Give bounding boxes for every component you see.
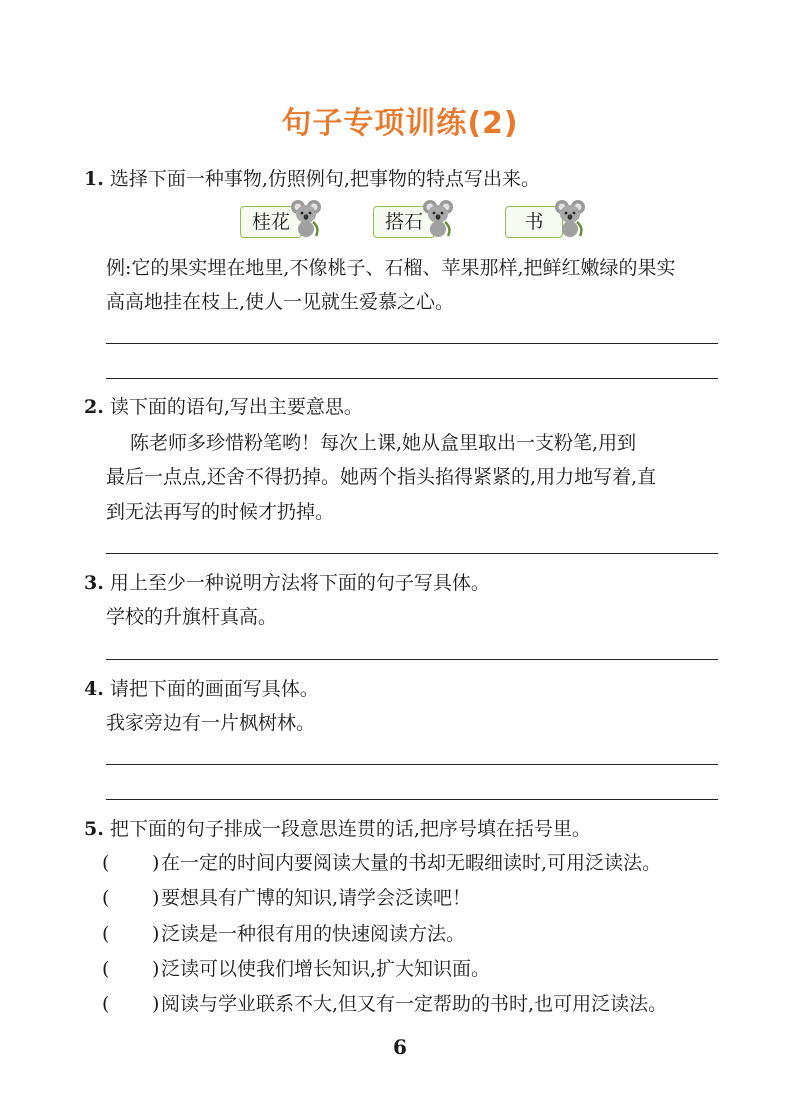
order-blank-close: ) — [152, 852, 160, 874]
ordering-item-text: 要想具有广博的知识,请学会泛读吧！ — [161, 887, 472, 909]
order-blank-open: ( — [102, 887, 110, 909]
order-blank-close: ) — [152, 887, 160, 909]
answer-line — [106, 764, 718, 765]
koala-icon — [421, 198, 455, 238]
option-tag-book: 书 — [505, 206, 563, 238]
question-2-prompt: 读下面的语句,写出主要意思。 — [109, 396, 363, 418]
passage-line-1: 陈老师多珍惜粉笔哟！每次上课,她从盒里取出一支粉笔,用到 — [130, 432, 637, 454]
answer-line — [106, 553, 718, 554]
option-tag-stepping-stones: 搭石 — [373, 206, 435, 238]
order-blank-close: ) — [152, 958, 160, 980]
page-title: 句子专项训练(2) — [281, 106, 519, 141]
question-3-sentence: 学校的升旗杆真高。 — [106, 606, 278, 628]
answer-line — [106, 378, 718, 379]
question-1-prompt: 选择下面一种事物,仿照例句,把事物的特点写出来。 — [109, 168, 540, 190]
question-5-number: 5. — [84, 818, 104, 840]
koala-icon — [289, 198, 323, 238]
order-blank-close: ) — [152, 923, 160, 945]
ordering-item-text: 泛读可以使我们增长知识,扩大知识面。 — [161, 958, 491, 980]
question-3-prompt: 用上至少一种说明方法将下面的句子写具体。 — [109, 572, 490, 594]
question-5-prompt: 把下面的句子排成一段意思连贯的话,把序号填在括号里。 — [109, 818, 591, 840]
question-2 — [84, 394, 363, 420]
question-4-number: 4. — [84, 678, 104, 700]
answer-line — [106, 799, 718, 800]
order-blank-open: ( — [102, 852, 110, 874]
answer-line — [106, 659, 718, 660]
passage-line-2: 最后一点点,还舍不得扔掉。她两个指头掐得紧紧的,用力地写着,直 — [106, 466, 657, 488]
ordering-item-text: 泛读是一种很有用的快速阅读方法。 — [161, 923, 466, 945]
ordering-item-text: 阅读与学业联系不大,但又有一定帮助的书时,也可用泛读法。 — [161, 993, 668, 1015]
question-1 — [84, 166, 540, 192]
passage-line-3: 到无法再写的时候才扔掉。 — [106, 501, 335, 523]
question-1-number: 1. — [84, 168, 104, 190]
ordering-item-text: 在一定的时间内要阅读大量的书却无暇细读时,可用泛读法。 — [161, 852, 662, 874]
page-number: 6 — [393, 1035, 407, 1059]
example-line-1: 例:它的果实埋在地里,不像桃子、石榴、苹果那样,把鲜红嫩绿的果实 — [106, 257, 676, 279]
order-blank-open: ( — [102, 993, 110, 1015]
koala-icon — [553, 198, 587, 238]
order-blank-open: ( — [102, 958, 110, 980]
question-5 — [84, 816, 591, 842]
answer-line — [106, 343, 718, 344]
order-blank-open: ( — [102, 923, 110, 945]
example-line-2: 高高地挂在枝上,使人一见就生爱慕之心。 — [106, 291, 455, 313]
question-3-number: 3. — [84, 572, 104, 594]
question-3 — [84, 570, 490, 596]
option-tag-osmanthus: 桂花 — [240, 206, 302, 238]
question-4-sentence: 我家旁边有一片枫树林。 — [106, 712, 316, 734]
question-4 — [84, 676, 319, 702]
question-4-prompt: 请把下面的画面写具体。 — [109, 678, 319, 700]
order-blank-close: ) — [152, 993, 160, 1015]
question-2-number: 2. — [84, 396, 104, 418]
